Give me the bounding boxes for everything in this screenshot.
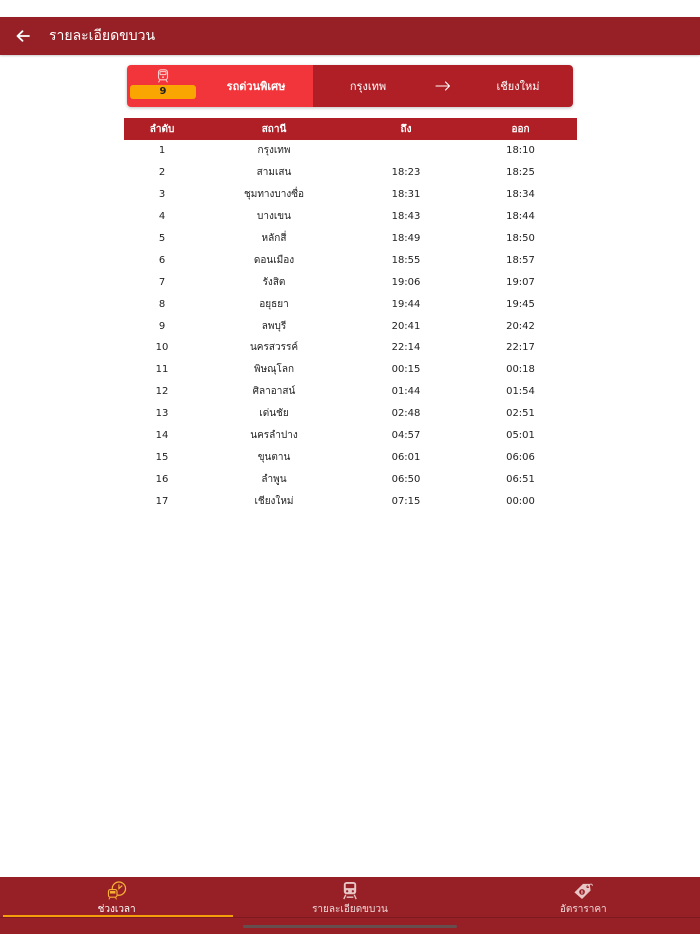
home-indicator[interactable] [243, 925, 457, 928]
route-arrow [423, 81, 463, 91]
train-icon [342, 881, 358, 900]
train-info [127, 65, 313, 107]
route-info [313, 65, 573, 107]
table-row [124, 381, 577, 403]
header-order: ลำดับ [149, 123, 175, 135]
table-row [124, 359, 577, 381]
station-order: 11 [155, 364, 169, 376]
arrive-time: 01:44 [391, 386, 421, 398]
station-order: 16 [155, 473, 169, 485]
table-row [124, 446, 577, 468]
station-name: ศิลาอาสน์ [252, 386, 296, 398]
depart-time: 06:06 [506, 451, 535, 463]
station-name: ชุมทางบางซื่อ [243, 189, 305, 201]
depart-time: 18:34 [506, 189, 535, 201]
station-order: 4 [158, 211, 166, 223]
arrive-time: 18:43 [391, 211, 421, 223]
station-name: ขุนตาน [257, 451, 291, 463]
app-header [0, 17, 700, 55]
station-order: 6 [158, 254, 166, 266]
arrive-time: 19:44 [391, 298, 421, 310]
depart-time: 00:00 [506, 495, 535, 507]
station-order: 1 [158, 145, 166, 157]
tab-train-details[interactable] [233, 877, 466, 917]
station-order: 13 [155, 408, 169, 420]
depart-time: 00:18 [506, 364, 535, 376]
station-name: นครลำปาง [250, 430, 298, 442]
arrive-time: 20:41 [391, 320, 421, 332]
arrive-time: 18:23 [391, 167, 421, 179]
route-origin: กรุงเทพ [349, 80, 387, 93]
depart-time: 06:51 [506, 473, 535, 485]
station-name: สามเสน [256, 167, 292, 179]
table-row [124, 228, 577, 250]
depart-time: 05:01 [506, 430, 535, 442]
tab-label: รายละเอียดขบวน [312, 904, 388, 915]
station-name: กรุงเทพ [257, 145, 291, 157]
train-number-badge: 9 [130, 85, 196, 99]
back-button[interactable] [14, 27, 32, 45]
route-destination: เชียงใหม่ [496, 80, 540, 93]
station-order: 3 [158, 189, 166, 201]
depart-time: 20:42 [506, 320, 535, 332]
table-row [124, 337, 577, 359]
station-name: อยุธยา [259, 298, 289, 310]
depart-time: 19:07 [506, 276, 535, 288]
station-order: 17 [155, 495, 169, 507]
tab-time-range[interactable] [0, 877, 233, 917]
station-order: 8 [158, 298, 166, 310]
station-order: 7 [158, 276, 166, 288]
table-header [124, 118, 577, 140]
bottom-tab-bar [0, 877, 700, 934]
table-row [124, 249, 577, 271]
station-name: ดอนเมือง [253, 254, 295, 266]
depart-time: 19:45 [506, 298, 535, 310]
depart-time: 01:54 [506, 386, 535, 398]
clock-train-icon [106, 881, 128, 900]
station-order: 10 [155, 342, 169, 354]
table-row [124, 490, 577, 512]
station-name: พิษณุโลก [253, 364, 294, 376]
depart-time: 18:10 [506, 145, 535, 157]
arrive-time: 02:48 [391, 408, 421, 420]
depart-time: 18:50 [506, 233, 535, 244]
train-number-block [127, 65, 199, 107]
station-name: เด่นชัย [259, 408, 289, 420]
page-title: รายละเอียดขบวน [49, 28, 156, 44]
station-name: เชียงใหม่ [254, 495, 294, 507]
svg-text:฿: ฿ [580, 890, 584, 896]
tab-divider [0, 917, 700, 918]
depart-time: 22:17 [506, 342, 535, 354]
arrive-time: 00:15 [391, 364, 421, 376]
tab-fares[interactable] [467, 877, 700, 917]
station-name: หลักสี่ [261, 233, 287, 244]
arrive-time: 18:49 [391, 233, 421, 244]
table-row [124, 162, 577, 184]
tab-label: ช่วงเวลา [97, 904, 136, 915]
station-order: 12 [155, 386, 169, 398]
depart-time: 18:44 [506, 211, 535, 223]
table-body [124, 140, 577, 512]
station-name: บางเขน [257, 211, 291, 223]
table-row [124, 468, 577, 490]
station-name: นครสวรรค์ [249, 342, 299, 354]
arrive-time: 07:15 [391, 495, 421, 507]
price-tag-icon [572, 881, 594, 900]
arrive-time: 06:01 [391, 451, 421, 463]
depart-time: 18:25 [506, 167, 535, 179]
train-icon [157, 69, 169, 83]
tab-label: อัตราราคา [559, 904, 607, 915]
header-depart: ออก [511, 123, 530, 135]
table-row [124, 425, 577, 447]
table-row [124, 206, 577, 228]
table-row [124, 403, 577, 425]
status-bar [0, 0, 700, 17]
depart-time: 18:57 [506, 254, 535, 266]
arrive-time: 18:31 [391, 189, 421, 201]
header-arrive: ถึง [400, 123, 412, 135]
arrow-right-icon [435, 81, 451, 91]
arrive-time: 19:06 [391, 276, 421, 288]
station-order: 2 [158, 167, 166, 179]
arrive-time: 06:50 [391, 473, 421, 485]
train-summary-card [127, 65, 573, 107]
depart-time: 02:51 [506, 408, 535, 420]
schedule-table [124, 118, 577, 512]
arrow-left-icon [16, 30, 30, 42]
station-order: 14 [155, 430, 169, 442]
train-type: รถด่วนพิเศษ [226, 80, 286, 93]
station-name: ลำพูน [261, 473, 287, 485]
station-order: 15 [155, 451, 169, 463]
arrive-time: 04:57 [391, 430, 421, 442]
table-row [124, 184, 577, 206]
station-name: ลพบุรี [261, 320, 287, 332]
station-name: รังสิต [262, 276, 286, 288]
station-order: 9 [158, 320, 166, 332]
table-row [124, 271, 577, 293]
station-order: 5 [158, 233, 166, 244]
table-row [124, 293, 577, 315]
arrive-time: 18:55 [391, 254, 421, 266]
arrive-time: 22:14 [391, 342, 421, 354]
header-station: สถานี [261, 123, 287, 135]
table-row [124, 315, 577, 337]
table-row [124, 140, 577, 162]
